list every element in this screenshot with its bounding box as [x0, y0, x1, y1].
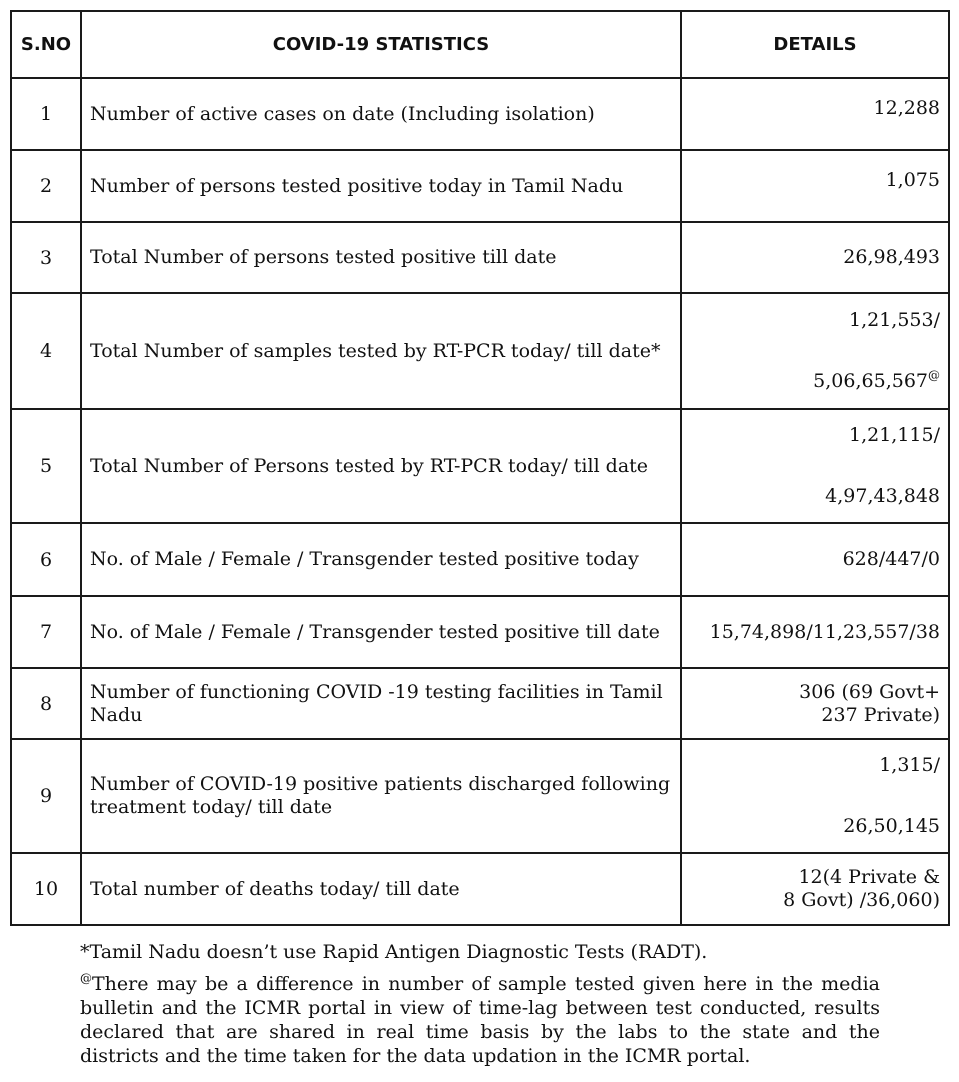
- row-statistic: Total number of deaths today/ till date: [81, 853, 681, 925]
- details-line-2: 8 Govt) /36,060): [783, 889, 940, 911]
- row-statistic: Total Number of Persons tested by RT-PCR today/ till date: [81, 409, 681, 523]
- table-row: [11, 293, 949, 409]
- row-statistic: No. of Male / Female / Transgender tested positive till date: [81, 596, 681, 668]
- details-line-1: 12(4 Private &: [798, 866, 940, 888]
- table-row: [11, 853, 949, 925]
- row-details: 628/447/0: [681, 523, 949, 596]
- table-row: [11, 409, 949, 523]
- row-details: 12,288: [681, 78, 949, 150]
- footnotes: [80, 940, 880, 1076]
- row-details: [681, 409, 949, 523]
- table-row: [11, 739, 949, 853]
- details-today: 1,21,553/: [848, 309, 940, 331]
- at-mark: @: [80, 971, 92, 985]
- row-details: 26,98,493: [681, 222, 949, 293]
- table-row: [11, 523, 949, 596]
- footnote-rapid-test: *Tamil Nadu doesn’t use Rapid Antigen Diagnostic Tests (RADT).: [80, 941, 708, 963]
- row-statistic: Number of persons tested positive today in Tamil Nadu: [81, 150, 681, 222]
- row-details: 15,74,898/11,23,557/38: [681, 596, 949, 668]
- row-statistic: No. of Male / Female / Transgender tested positive today: [81, 523, 681, 596]
- row-sno: 3: [11, 222, 81, 293]
- details-today: 1,315/: [879, 754, 940, 776]
- row-statistic: Number of active cases on date (Including isolation): [81, 78, 681, 150]
- details-till-date: 26,50,145: [843, 815, 940, 837]
- row-sno: 8: [11, 668, 81, 739]
- details-line-2: 237 Private): [821, 703, 940, 726]
- row-sno: 10: [11, 853, 81, 925]
- row-details: [681, 739, 949, 853]
- header-sno: S.NO: [11, 11, 81, 78]
- table-header-row: [11, 11, 949, 78]
- row-sno: 1: [11, 78, 81, 150]
- at-mark: @: [928, 368, 940, 382]
- table-row: [11, 222, 949, 293]
- details-till-date: 4,97,43,848: [825, 485, 940, 507]
- row-sno: 5: [11, 409, 81, 523]
- footnote-data-difference: @There may be a difference in number of sample tested given here in the media bulletin and the ICMR portal in view of time-lag between test conducted, results declared that are shared in real time basis by the labs to the state and the districts and the time taken for the data updation in the ICMR portal.: [80, 971, 880, 1067]
- table-row: [11, 596, 949, 668]
- details-today: 1,21,115/: [848, 424, 940, 446]
- row-statistic: Number of functioning COVID -19 testing facilities in Tamil Nadu: [81, 668, 681, 739]
- header-details: DETAILS: [681, 11, 949, 78]
- row-sno: 4: [11, 293, 81, 409]
- row-statistic: Total Number of samples tested by RT-PCR today/ till date*: [81, 293, 681, 409]
- table-row: [11, 78, 949, 150]
- row-details: [681, 293, 949, 409]
- table-row: [11, 668, 949, 739]
- row-sno: 9: [11, 739, 81, 853]
- row-sno: 2: [11, 150, 81, 222]
- table-row: [11, 150, 949, 222]
- details-line-1: 306 (69 Govt+: [799, 680, 940, 703]
- row-statistic: Number of COVID-19 positive patients discharged following treatment today/ till date: [81, 739, 681, 853]
- row-details: [681, 853, 949, 925]
- row-details: 1,075: [681, 150, 949, 222]
- row-sno: 6: [11, 523, 81, 596]
- details-till-date: 5,06,65,567@: [813, 368, 940, 392]
- row-details: [681, 668, 949, 739]
- row-sno: 7: [11, 596, 81, 668]
- covid-statistics-table: [10, 10, 950, 926]
- header-statistics: COVID-19 STATISTICS: [81, 11, 681, 78]
- row-statistic: Total Number of persons tested positive till date: [81, 222, 681, 293]
